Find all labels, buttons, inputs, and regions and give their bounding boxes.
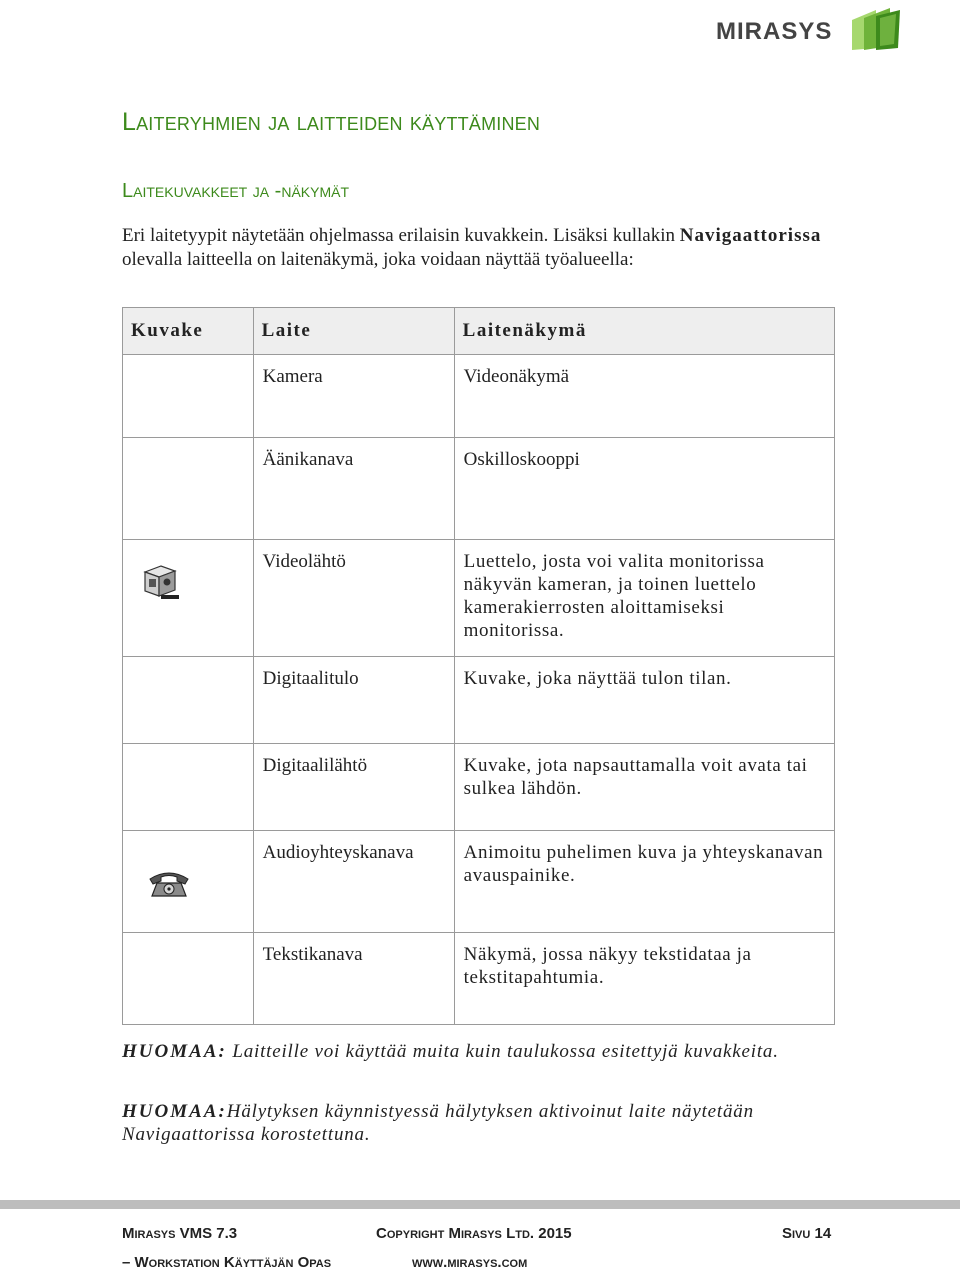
note-text: Laitteille voi käyttää muita kuin taulukossa esitettyjä kuvakkeita. [226, 1041, 779, 1062]
intro-text-2: olevalla laitteella on laitenäkymä, joka voidaan näyttää työalueella: [122, 249, 634, 270]
icon-cell [123, 744, 254, 831]
table-row [123, 744, 835, 831]
section-heading: Laitekuvakkeet ja -näkymät [122, 180, 350, 202]
intro-bold-term: Navigaattorissa [679, 225, 822, 246]
device-cell: Tekstikanava [253, 933, 454, 1025]
device-cell: Digitaalitulo [253, 657, 454, 744]
footer-guide: – Workstation Käyttäjän Opas [122, 1254, 332, 1271]
header-kuvake: Kuvake [123, 308, 254, 355]
device-cell: Audioyhteyskanava [253, 831, 454, 933]
table-header-row [123, 308, 835, 355]
icon-cell [123, 438, 254, 540]
icon-cell [123, 831, 254, 933]
device-cell: Äänikanava [253, 438, 454, 540]
view-cell: Oskilloskooppi [454, 438, 834, 540]
view-cell: Animoitu puhelimen kuva ja yhteyskanavan avauspainike. [454, 831, 834, 933]
icon-cell [123, 657, 254, 744]
table-row [123, 355, 835, 438]
icon-cell [123, 355, 254, 438]
note-label: HUOMAA: [122, 1041, 227, 1062]
device-cell: Videolähtö [253, 540, 454, 657]
table-row [123, 438, 835, 540]
footer-product: Mirasys VMS 7.3 [122, 1225, 238, 1242]
logo-mark-icon [846, 8, 902, 52]
device-icons-table [122, 307, 835, 1025]
logo-wordmark: MIRASYS [716, 18, 833, 45]
note-label: HUOMAA: [122, 1101, 227, 1122]
view-cell: Näkymä, jossa näkyy tekstidataa ja tekstitapahtumia. [454, 933, 834, 1025]
view-cell: Kuvake, joka näyttää tulon tilan. [454, 657, 834, 744]
intro-paragraph [122, 224, 822, 272]
footer-copyright: Copyright Mirasys Ltd. 2015 [376, 1225, 572, 1242]
icon-cell [123, 933, 254, 1025]
header-laitenakyma: Laitenäkymä [454, 308, 834, 355]
table-row [123, 933, 835, 1025]
telephone-icon [147, 867, 191, 899]
footer-page-number: Sivu 14 [782, 1225, 832, 1242]
note-2 [122, 1100, 842, 1146]
note-text: Hälytyksen käynnistyessä hälytyksen aktivoinut laite näytetään Navigaattorissa korostettuna. [122, 1101, 754, 1145]
table-row [123, 657, 835, 744]
note-1 [122, 1040, 842, 1063]
view-cell: Kuvake, jota napsauttamalla voit avata tai sulkea lähdön. [454, 744, 834, 831]
footer-website: www.mirasys.com [412, 1254, 528, 1271]
intro-text-1: Eri laitetyypit näytetään ohjelmassa erilaisin kuvakkein. Lisäksi kullakin [122, 225, 680, 246]
table-row [123, 540, 835, 657]
icon-cell [123, 540, 254, 657]
footer-divider [0, 1200, 960, 1209]
header-laite: Laite [253, 308, 454, 355]
device-cell: Kamera [253, 355, 454, 438]
mirasys-logo [712, 8, 898, 52]
video-source-icon [141, 562, 183, 602]
table-row [123, 831, 835, 933]
view-cell: Luettelo, josta voi valita monitorissa näkyvän kameran, ja toinen luettelo kamerakierrosten aloittamiseksi monitorissa. [454, 540, 834, 657]
view-cell: Videonäkymä [454, 355, 834, 438]
page-heading: Laiteryhmien ja laitteiden käyttäminen [122, 108, 541, 136]
device-cell: Digitaalilähtö [253, 744, 454, 831]
